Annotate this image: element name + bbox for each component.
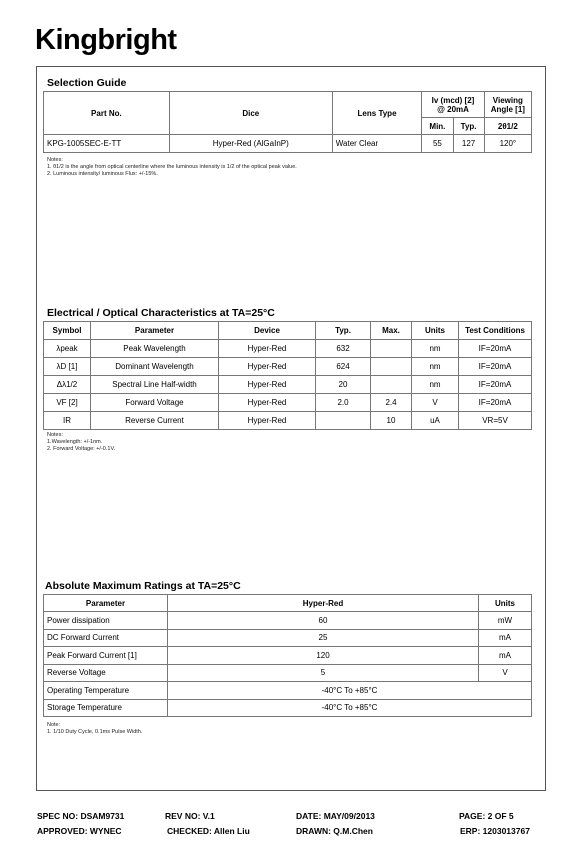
spec-no: SPEC NO: DSAM9731: [37, 811, 125, 821]
cell-lens: Water Clear: [332, 135, 422, 153]
header-typ: Typ.: [453, 118, 484, 135]
cell-symbol: Δλ1/2: [44, 376, 91, 394]
cell-parameter: Reverse Current: [91, 412, 219, 430]
note-line: Note:: [47, 722, 61, 728]
note-line: 1. θ1/2 is the angle from optical centerline where the luminous intensity is 1/2 of the optical peak value.: [47, 164, 297, 170]
cell-symbol: λD [1]: [44, 358, 91, 376]
cell-parameter: Power dissipation: [44, 612, 168, 630]
cell-typ: 20: [316, 376, 371, 394]
cell-units: mW: [479, 612, 532, 630]
electrical-notes: [47, 432, 115, 453]
rev-no: REV NO: V.1: [165, 811, 215, 821]
cell-parameter: Reverse Voltage: [44, 664, 168, 682]
drawn-by: DRAWN: Q.M.Chen: [296, 826, 373, 836]
header-viewing-angle: [484, 92, 531, 118]
cell-temperature-range: -40°C To +85°C: [168, 682, 532, 700]
cell-device: Hyper-Red: [219, 358, 316, 376]
cell-test-condition: VR=5V: [459, 412, 532, 430]
cell-parameter: Storage Temperature: [44, 699, 168, 717]
absolute-ratings-title: Absolute Maximum Ratings at TA=25°C: [45, 580, 241, 592]
header-view-line1: Viewing: [492, 95, 523, 105]
cell-value: 25: [168, 629, 479, 647]
cell-parameter: Spectral Line Half-width: [91, 376, 219, 394]
cell-units: uA: [412, 412, 459, 430]
table-row: [44, 612, 532, 630]
cell-test-condition: IF=20mA: [459, 376, 532, 394]
cell-units: V: [479, 664, 532, 682]
date: DATE: MAY/09/2013: [296, 811, 375, 821]
cell-test-condition: IF=20mA: [459, 394, 532, 412]
cell-units: mA: [479, 647, 532, 665]
table-row: [44, 376, 532, 394]
cell-units: nm: [412, 376, 459, 394]
header-units: Units: [412, 322, 459, 340]
cell-test-condition: IF=20mA: [459, 358, 532, 376]
approved-by: APPROVED: WYNEC: [37, 826, 122, 836]
header-hyper-red: Hyper-Red: [168, 595, 479, 612]
header-parameter: Parameter: [91, 322, 219, 340]
electrical-title: Electrical / Optical Characteristics at TA=25°C: [47, 307, 275, 319]
header-min: Min.: [422, 118, 453, 135]
cell-parameter: DC Forward Current: [44, 629, 168, 647]
table-row: [44, 358, 532, 376]
header-parameter: Parameter: [44, 595, 168, 612]
header-theta: 2θ1/2: [484, 118, 531, 135]
cell-typ: 632: [316, 340, 371, 358]
cell-symbol: λpeak: [44, 340, 91, 358]
header-symbol: Symbol: [44, 322, 91, 340]
header-typ: Typ.: [316, 322, 371, 340]
cell-units: mA: [479, 629, 532, 647]
cell-device: Hyper-Red: [219, 340, 316, 358]
cell-units: nm: [412, 340, 459, 358]
cell-parameter: Peak Wavelength: [91, 340, 219, 358]
table-row: [44, 412, 532, 430]
table-row: [44, 647, 532, 665]
note-line: Notes:: [47, 432, 63, 438]
cell-units: V: [412, 394, 459, 412]
cell-parameter: Dominant Wavelength: [91, 358, 219, 376]
kingbright-logo: Kingbright: [35, 24, 177, 56]
selection-guide-title: Selection Guide: [47, 77, 127, 89]
cell-part-no: KPG-1005SEC-E-TT: [44, 135, 170, 153]
cell-typ: 127: [453, 135, 484, 153]
absolute-ratings-table: [43, 594, 532, 717]
table-row: [44, 629, 532, 647]
cell-parameter: Peak Forward Current [1]: [44, 647, 168, 665]
cell-max: [371, 358, 412, 376]
cell-test-condition: IF=20mA: [459, 340, 532, 358]
note-line: 2. Forward Voltage: +/-0.1V.: [47, 446, 116, 452]
header-dice: Dice: [169, 92, 332, 135]
cell-parameter: Operating Temperature: [44, 682, 168, 700]
note-line: Notes:: [47, 157, 63, 163]
header-lens-type: Lens Type: [332, 92, 422, 135]
cell-max: 2.4: [371, 394, 412, 412]
cell-value: 60: [168, 612, 479, 630]
note-line: 1. 1/10 Duty Cycle, 0.1ms Pulse Width.: [47, 729, 143, 735]
header-iv-line2: @ 20mA: [437, 104, 469, 114]
cell-parameter: Forward Voltage: [91, 394, 219, 412]
table-row: [44, 664, 532, 682]
erp-number: ERP: 1203013767: [460, 826, 530, 836]
cell-min: 55: [422, 135, 453, 153]
electrical-table: [43, 321, 532, 430]
cell-angle: 120°: [484, 135, 531, 153]
cell-typ: 624: [316, 358, 371, 376]
cell-dice: Hyper-Red (AlGaInP): [169, 135, 332, 153]
cell-value: 120: [168, 647, 479, 665]
cell-temperature-range: -40°C To +85°C: [168, 699, 532, 717]
cell-device: Hyper-Red: [219, 412, 316, 430]
header-view-line2: Angle [1]: [490, 104, 525, 114]
selection-notes: [47, 157, 297, 178]
table-row: [44, 699, 532, 717]
cell-max: 10: [371, 412, 412, 430]
header-iv-line1: Iv (mcd) [2]: [431, 95, 475, 105]
absolute-notes: [47, 722, 142, 736]
cell-symbol: VF [2]: [44, 394, 91, 412]
cell-typ: 2.0: [316, 394, 371, 412]
table-row: [44, 682, 532, 700]
table-row: [44, 394, 532, 412]
cell-typ: [316, 412, 371, 430]
header-max: Max.: [371, 322, 412, 340]
note-line: 1.Wavelength: +/-1nm.: [47, 439, 103, 445]
cell-device: Hyper-Red: [219, 376, 316, 394]
selection-guide-table: [43, 91, 532, 153]
note-line: 2. Luminous intensity/ luminous Flux: +/-15%.: [47, 171, 158, 177]
header-units: Units: [479, 595, 532, 612]
cell-device: Hyper-Red: [219, 394, 316, 412]
cell-max: [371, 340, 412, 358]
cell-max: [371, 376, 412, 394]
page-number: PAGE: 2 OF 5: [459, 811, 514, 821]
header-part-no: Part No.: [44, 92, 170, 135]
cell-units: nm: [412, 358, 459, 376]
cell-value: 5: [168, 664, 479, 682]
checked-by: CHECKED: Allen Liu: [167, 826, 250, 836]
header-test-conditions: Test Conditions: [459, 322, 532, 340]
header-iv: [422, 92, 484, 118]
table-row: [44, 340, 532, 358]
header-device: Device: [219, 322, 316, 340]
cell-symbol: IR: [44, 412, 91, 430]
table-row: [44, 135, 532, 153]
